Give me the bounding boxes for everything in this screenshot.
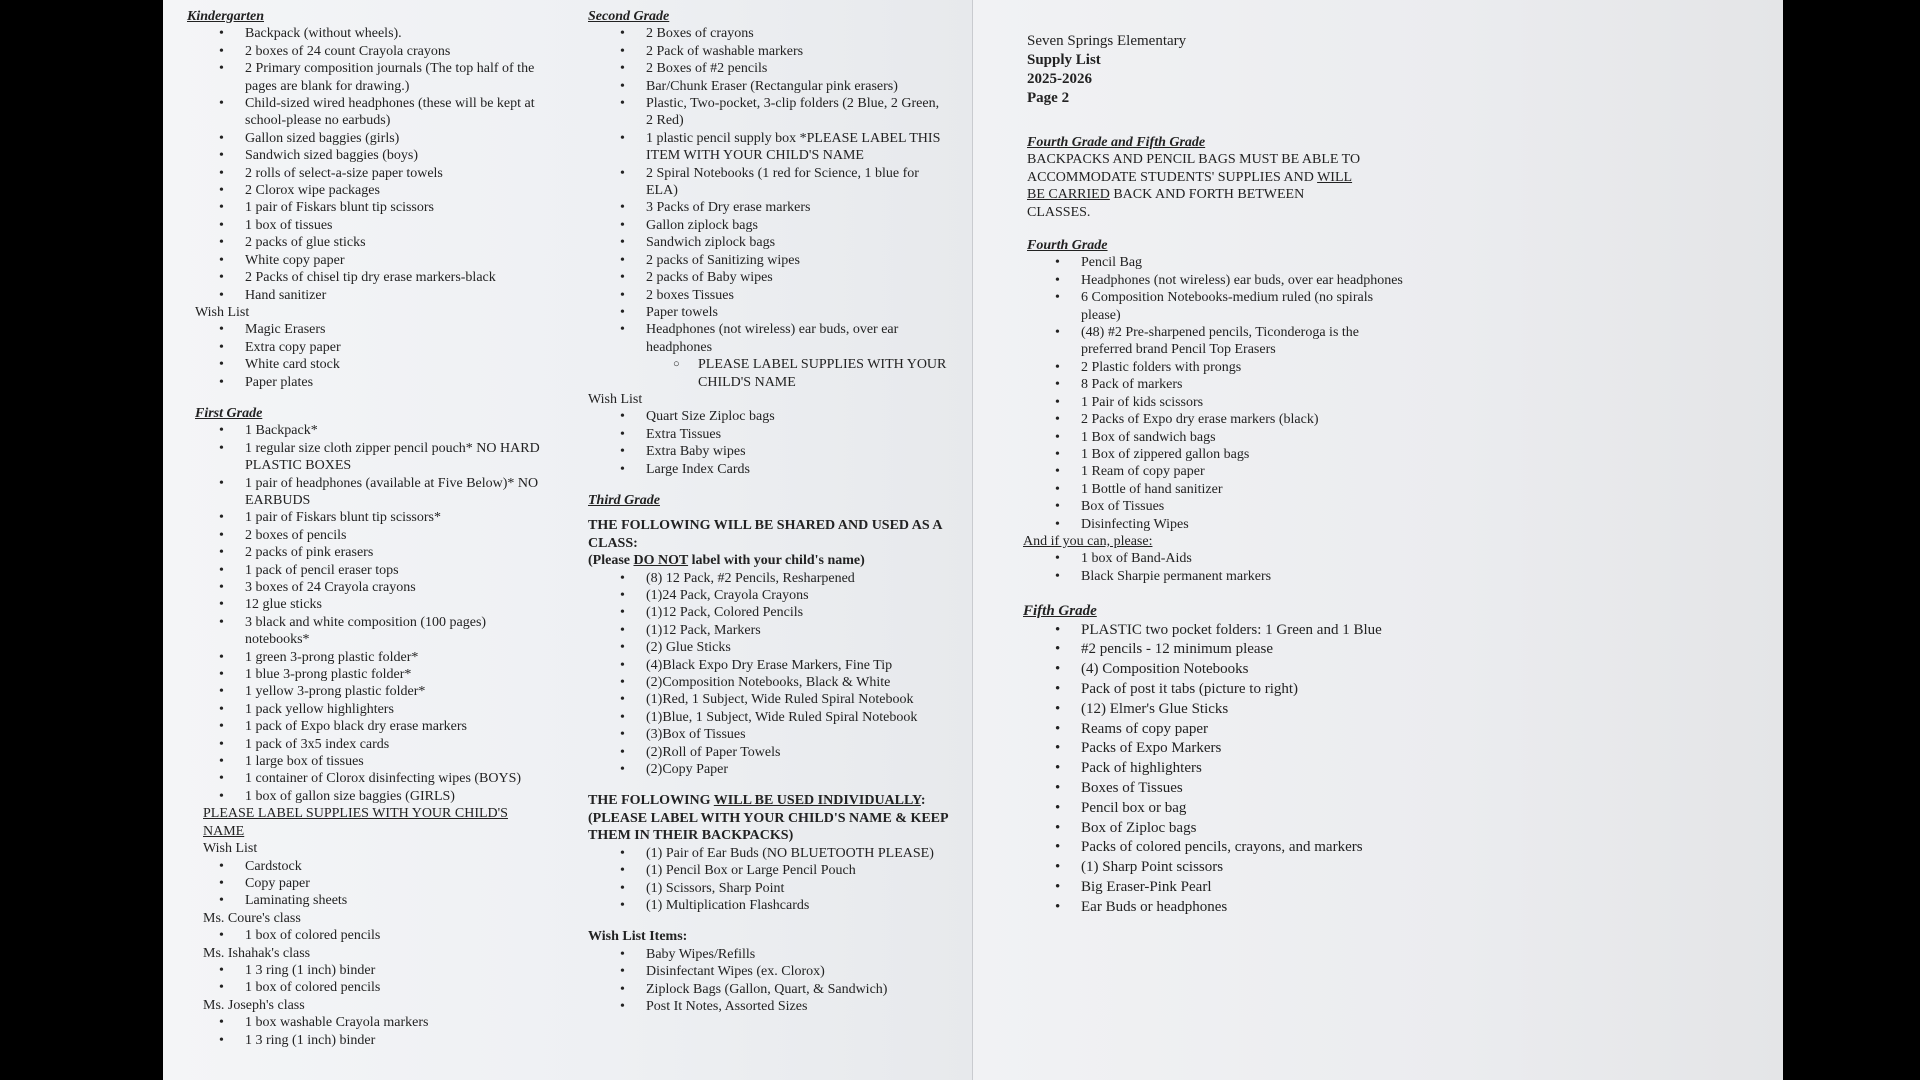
list-item: • 1 green 3-prong plastic folder* bbox=[187, 649, 547, 666]
list-item: • Headphones (not wireless) ear buds, over ear headphones bbox=[1023, 272, 1403, 289]
list-item: • (1)12 Pack, Markers bbox=[588, 622, 948, 639]
kindergarten-wish-list bbox=[187, 321, 547, 391]
coure-class-label: Ms. Coure's class bbox=[203, 910, 301, 926]
page-number: Page 2 bbox=[1027, 90, 1070, 106]
list-item: • Extra Tissues bbox=[588, 426, 948, 443]
list-item: • 2 rolls of select-a-size paper towels bbox=[187, 165, 547, 182]
list-item: • Ziplock Bags (Gallon, Quart, & Sandwich) bbox=[588, 981, 948, 998]
third-grade-wish-label: Wish List Items: bbox=[588, 929, 688, 945]
list-item: • 1 pack yellow highlighters bbox=[187, 701, 547, 718]
list-item: • 1 box washable Crayola markers bbox=[187, 1014, 547, 1031]
kindergarten-list bbox=[187, 25, 547, 304]
list-item: • 1 pack of Expo black dry erase markers bbox=[187, 718, 547, 735]
coure-class-list bbox=[187, 927, 547, 944]
fourth-fifth-heading: Fourth Grade and Fifth Grade bbox=[1027, 135, 1206, 150]
list-item: • (1)Red, 1 Subject, Wide Ruled Spiral Notebook bbox=[588, 691, 948, 708]
first-grade-wish-list bbox=[187, 858, 547, 910]
list-item: • 1 pair of Fiskars blunt tip scissors* bbox=[187, 509, 547, 526]
list-item: • 2 Plastic folders with prongs bbox=[1023, 359, 1403, 376]
list-item: • (1)Blue, 1 Subject, Wide Ruled Spiral Notebook bbox=[588, 709, 948, 726]
third-grade-heading: Third Grade bbox=[588, 492, 660, 508]
fourth-fifth-column bbox=[1023, 32, 1443, 918]
list-item: • 1 plastic pencil supply box *PLEASE LABEL THIS ITEM WITH YOUR CHILD'S NAME bbox=[588, 130, 948, 165]
list-item: • 1 Box of sandwich bags bbox=[1023, 429, 1403, 446]
list-item: • Boxes of Tissues bbox=[1023, 779, 1403, 799]
list-item: • White copy paper bbox=[187, 252, 547, 269]
third-grade-shared-list bbox=[588, 570, 948, 779]
list-item: • 2 Pack of washable markers bbox=[588, 43, 948, 60]
list-item: • Large Index Cards bbox=[588, 461, 948, 478]
list-item: • 2 packs of Sanitizing wipes bbox=[588, 252, 948, 269]
list-item: • 12 glue sticks bbox=[187, 596, 547, 613]
fourth-grade-list bbox=[1023, 254, 1403, 533]
list-item: • Gallon sized baggies (girls) bbox=[187, 130, 547, 147]
supply-list-title: Supply List bbox=[1027, 52, 1101, 68]
list-item: • White card stock bbox=[187, 356, 547, 373]
list-item: • 1 pack of 3x5 index cards bbox=[187, 736, 547, 753]
third-grade-shared-heading: THE FOLLOWING WILL BE SHARED AND USED AS A CLASS: bbox=[588, 518, 942, 551]
fourth-grade-extra-label: And if you can, please: bbox=[1023, 533, 1153, 549]
school-year: 2025-2026 bbox=[1027, 71, 1092, 87]
list-item: • 1 regular size cloth zipper pencil pouch* NO HARD PLASTIC BOXES bbox=[187, 440, 547, 475]
list-item: • Pack of highlighters bbox=[1023, 759, 1403, 779]
list-item: • Pencil box or bag bbox=[1023, 799, 1403, 819]
fourth-grade-extra-list bbox=[1023, 550, 1443, 585]
list-item: • Packs of Expo Markers bbox=[1023, 739, 1403, 759]
list-item: • 1 pack of pencil eraser tops bbox=[187, 562, 547, 579]
list-item: • 2 packs of pink erasers bbox=[187, 544, 547, 561]
list-item: • Paper towels bbox=[588, 304, 948, 321]
list-item: • 1 blue 3-prong plastic folder* bbox=[187, 666, 547, 683]
second-grade-list bbox=[588, 25, 948, 356]
list-item: • 2 boxes of pencils bbox=[187, 527, 547, 544]
ishahak-class-label: Ms. Ishahak's class bbox=[203, 945, 311, 961]
list-item: • Box of Tissues bbox=[1023, 498, 1403, 515]
fourth-grade-heading: Fourth Grade bbox=[1027, 238, 1108, 254]
list-item: • Copy paper bbox=[187, 875, 547, 892]
list-item: • (2)Composition Notebooks, Black & White bbox=[588, 674, 948, 691]
list-item: • Sandwich sized baggies (boys) bbox=[187, 147, 547, 164]
second-grade-heading: Second Grade bbox=[588, 9, 670, 24]
list-item: • Cardstock bbox=[187, 858, 547, 875]
kindergarten-wish-label: Wish List bbox=[195, 304, 250, 320]
list-item: • Extra copy paper bbox=[187, 339, 547, 356]
kindergarten-heading: Kindergarten bbox=[187, 9, 265, 24]
list-item: • 8 Pack of markers bbox=[1023, 376, 1403, 393]
list-item: • Bar/Chunk Eraser (Rectangular pink erasers) bbox=[588, 78, 948, 95]
list-item: • 1 3 ring (1 inch) binder bbox=[187, 1032, 547, 1049]
list-item: • 2 Clorox wipe packages bbox=[187, 182, 547, 199]
list-item: • 3 Packs of Dry erase markers bbox=[588, 199, 948, 216]
third-grade-shared-note: (Please DO NOT label with your child's name) bbox=[588, 553, 865, 569]
list-item: • 2 packs of Baby wipes bbox=[588, 269, 948, 286]
list-item: • #2 pencils - 12 minimum please bbox=[1023, 640, 1403, 660]
list-item: • 2 Packs of chisel tip dry erase markers-black bbox=[187, 269, 547, 286]
list-item: • Quart Size Ziploc bags bbox=[588, 408, 948, 425]
right-page bbox=[973, 0, 1783, 1080]
third-grade-wish-list bbox=[588, 946, 948, 1016]
kindergarten-first-column bbox=[187, 8, 547, 1049]
list-item: • Black Sharpie permanent markers bbox=[1023, 568, 1443, 585]
list-item: • Post It Notes, Assorted Sizes bbox=[588, 998, 948, 1015]
list-item: • Pencil Bag bbox=[1023, 254, 1403, 271]
backpack-note: BACKPACKS AND PENCIL BAGS MUST BE ABLE TO ACCOMMODATE STUDENTS' SUPPLIES AND WILL BE CARRIED BACK AND FORTH BETWEEN CLASSES. bbox=[1027, 152, 1361, 220]
list-item: • PLASTIC two pocket folders: 1 Green and 1 Blue bbox=[1023, 621, 1403, 641]
list-item: • (1) Scissors, Sharp Point bbox=[588, 880, 948, 897]
list-item: • Pack of post it tabs (picture to right) bbox=[1023, 680, 1403, 700]
list-item: • 1 large box of tissues bbox=[187, 753, 547, 770]
list-item: • 1 pair of Fiskars blunt tip scissors bbox=[187, 199, 547, 216]
list-item: • 1 Backpack* bbox=[187, 422, 547, 439]
list-item: • 2 boxes of 24 count Crayola crayons bbox=[187, 43, 547, 60]
list-item: • 6 Composition Notebooks-medium ruled (no spirals please) bbox=[1023, 289, 1403, 324]
list-item: • 1 yellow 3-prong plastic folder* bbox=[187, 683, 547, 700]
list-item: • 1 Ream of copy paper bbox=[1023, 463, 1403, 480]
list-item: • 3 boxes of 24 Crayola crayons bbox=[187, 579, 547, 596]
list-item: • 1 Bottle of hand sanitizer bbox=[1023, 481, 1403, 498]
list-item: • (1) Multiplication Flashcards bbox=[588, 897, 948, 914]
list-item: • 1 container of Clorox disinfecting wipes (BOYS) bbox=[187, 770, 547, 787]
list-item: • (2)Roll of Paper Towels bbox=[588, 744, 948, 761]
list-item: • 1 3 ring (1 inch) binder bbox=[187, 962, 547, 979]
list-item: ○ PLEASE LABEL SUPPLIES WITH YOUR CHILD'S NAME bbox=[588, 356, 948, 391]
joseph-class-label: Ms. Joseph's class bbox=[203, 997, 305, 1013]
list-item: • 1 box of colored pencils bbox=[187, 927, 547, 944]
school-name: Seven Springs Elementary bbox=[1027, 33, 1187, 49]
third-grade-individual-heading: THE FOLLOWING WILL BE USED INDIVIDUALLY: bbox=[588, 793, 926, 809]
list-item: • Hand sanitizer bbox=[187, 287, 547, 304]
list-item: • 1 box of Band-Aids bbox=[1023, 550, 1443, 567]
list-item: • Sandwich ziplock bags bbox=[588, 234, 948, 251]
list-item: • (2)Copy Paper bbox=[588, 761, 948, 778]
list-item: • 1 box of tissues bbox=[187, 217, 547, 234]
second-third-column bbox=[588, 8, 948, 1015]
list-item: • (1)24 Pack, Crayola Crayons bbox=[588, 587, 948, 604]
list-item: • (1) Sharp Point scissors bbox=[1023, 858, 1403, 878]
list-item: • (2) Glue Sticks bbox=[588, 639, 948, 656]
list-item: • 1 box of gallon size baggies (GIRLS) bbox=[187, 788, 547, 805]
third-grade-individual-note: (PLEASE LABEL WITH YOUR CHILD'S NAME & KEEP THEM IN THEIR BACKPACKS) bbox=[588, 810, 948, 844]
list-item: • 1 Pair of kids scissors bbox=[1023, 394, 1403, 411]
list-item: • Paper plates bbox=[187, 374, 547, 391]
list-item: • 1 pair of headphones (available at Five Below)* NO EARBUDS bbox=[187, 475, 547, 510]
fifth-grade-heading: Fifth Grade bbox=[1023, 603, 1097, 620]
list-item: • Extra Baby wipes bbox=[588, 443, 948, 460]
joseph-class-list bbox=[187, 1014, 547, 1049]
list-item: • Backpack (without wheels). bbox=[187, 25, 547, 42]
first-grade-label-note: PLEASE LABEL SUPPLIES WITH YOUR CHILD'S NAME bbox=[203, 806, 508, 839]
second-grade-wish-list bbox=[588, 408, 948, 478]
list-item: • (1) Pair of Ear Buds (NO BLUETOOTH PLEASE) bbox=[588, 845, 948, 862]
list-item: • 2 Spiral Notebooks (1 red for Science, 1 blue for ELA) bbox=[588, 165, 948, 200]
list-item: • Child-sized wired headphones (these will be kept at school-please no earbuds) bbox=[187, 95, 547, 130]
first-grade-heading: First Grade bbox=[195, 405, 263, 421]
list-item: • Gallon ziplock bags bbox=[588, 217, 948, 234]
list-item: • Disinfectant Wipes (ex. Clorox) bbox=[588, 963, 948, 980]
list-item: • (12) Elmer's Glue Sticks bbox=[1023, 700, 1403, 720]
list-item: • 1 Box of zippered gallon bags bbox=[1023, 446, 1403, 463]
list-item: • (4) Composition Notebooks bbox=[1023, 660, 1403, 680]
first-grade-list bbox=[187, 422, 547, 805]
list-item: • 2 Packs of Expo dry erase markers (black) bbox=[1023, 411, 1403, 428]
list-item: • Ear Buds or headphones bbox=[1023, 898, 1403, 918]
list-item: • Disinfecting Wipes bbox=[1023, 516, 1403, 533]
list-item: • 2 packs of glue sticks bbox=[187, 234, 547, 251]
list-item: • 2 boxes Tissues bbox=[588, 287, 948, 304]
list-item: • 2 Boxes of #2 pencils bbox=[588, 60, 948, 77]
list-item: • Big Eraser-Pink Pearl bbox=[1023, 878, 1403, 898]
list-item: • (3)Box of Tissues bbox=[588, 726, 948, 743]
list-item: • (48) #2 Pre-sharpened pencils, Ticonderoga is the preferred brand Pencil Top Erasers bbox=[1023, 324, 1403, 359]
list-item: • Headphones (not wireless) ear buds, over ear headphones bbox=[588, 321, 948, 356]
list-item: • 3 black and white composition (100 pages) notebooks* bbox=[187, 614, 547, 649]
left-page bbox=[163, 0, 973, 1080]
list-item: • 2 Boxes of crayons bbox=[588, 25, 948, 42]
fifth-grade-list bbox=[1023, 621, 1403, 918]
list-item: • (8) 12 Pack, #2 Pencils, Resharpened bbox=[588, 570, 948, 587]
list-item: • Plastic, Two-pocket, 3-clip folders (2 Blue, 2 Green, 2 Red) bbox=[588, 95, 948, 130]
list-item: • (4)Black Expo Dry Erase Markers, Fine Tip bbox=[588, 657, 948, 674]
list-item: • Magic Erasers bbox=[187, 321, 547, 338]
list-item: • Reams of copy paper bbox=[1023, 720, 1403, 740]
first-grade-wish-label: Wish List bbox=[203, 841, 258, 857]
list-item: • (1) Pencil Box or Large Pencil Pouch bbox=[588, 862, 948, 879]
list-item: • 2 Primary composition journals (The top half of the pages are blank for drawing.) bbox=[187, 60, 547, 95]
third-grade-individual-list bbox=[588, 845, 948, 915]
list-item: • Baby Wipes/Refills bbox=[588, 946, 948, 963]
second-grade-wish-label: Wish List bbox=[588, 391, 643, 407]
second-grade-sub-list bbox=[588, 356, 948, 391]
list-item: • 1 box of colored pencils bbox=[187, 979, 547, 996]
ishahak-class-list bbox=[187, 962, 547, 997]
list-item: • (1)12 Pack, Colored Pencils bbox=[588, 604, 948, 621]
list-item: • Packs of colored pencils, crayons, and markers bbox=[1023, 838, 1403, 858]
list-item: • Laminating sheets bbox=[187, 892, 547, 909]
list-item: • Box of Ziploc bags bbox=[1023, 819, 1403, 839]
